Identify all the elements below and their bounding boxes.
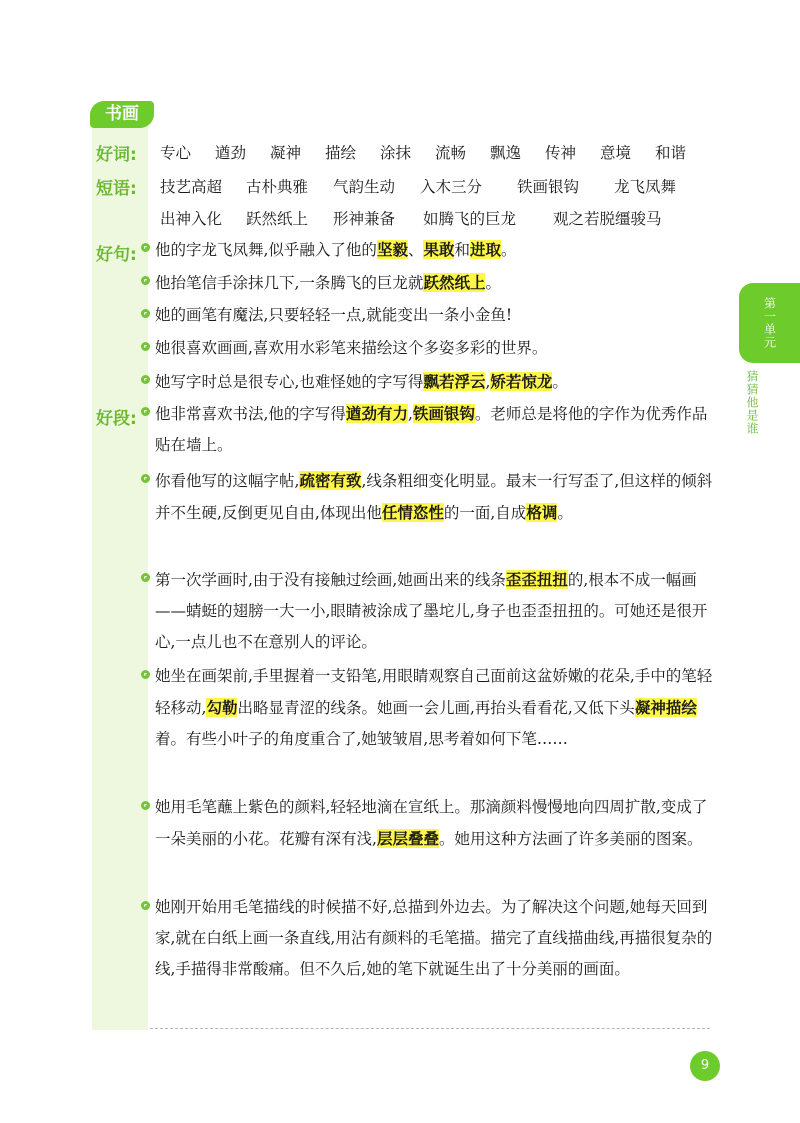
topic-tag: 书画: [90, 101, 154, 128]
highlight: 格调: [526, 503, 558, 522]
highlight: 果敢: [423, 240, 455, 259]
phrase: 形神兼备: [333, 210, 396, 228]
haoci-label: 好词:: [96, 145, 137, 165]
phrase: 跃然纸上: [246, 210, 309, 228]
highlight: 跃然纸上: [423, 273, 486, 292]
word: 遒劲: [215, 144, 247, 162]
paragraph-1: 他非常喜欢书法,他的字写得遒劲有力,铁画银钩。老师总是将他的字作为优秀作品贴在墙上。: [155, 398, 715, 461]
word: 流畅: [435, 144, 467, 162]
highlight: 疏密有致: [299, 471, 362, 490]
bullet-icon: [141, 407, 150, 416]
bullet-icon: [141, 375, 150, 384]
highlight: 铁画银钩: [412, 404, 475, 423]
unit-tab: [739, 283, 800, 363]
bullet-icon: [141, 243, 150, 252]
highlight: 凝神描绘: [634, 698, 697, 717]
duanyu-label: 短语:: [96, 179, 137, 199]
highlight: 进取: [470, 240, 502, 259]
phrase: 技艺高超: [160, 178, 223, 196]
word: 凝神: [270, 144, 302, 162]
paragraph-6: 她刚开始用毛笔描线的时候描不好,总描到外边去。为了解决这个问题,她每天回到家,就在白纸上画一条直线,用沾有颜料的毛笔描。描完了直线描曲线,再描很复杂的线,手描得非常酸痛。但不久后,她的笔下就诞生出了十分美丽的画面。: [155, 892, 715, 985]
highlight: 歪歪扭扭: [505, 570, 568, 589]
highlight: 勾勒: [206, 698, 238, 717]
sentence-4: 她很喜欢画画,喜欢用水彩笔来描绘这个多姿多彩的世界。: [155, 333, 715, 364]
page-number: 9: [690, 1051, 720, 1081]
haoduan-label: 好段:: [96, 409, 137, 429]
sentence-1: 他的字龙飞凤舞,似乎融入了他的坚毅、果敢和进取。: [155, 234, 715, 266]
duanyu-line2: [160, 207, 703, 229]
sentence-5: 她写字时总是很专心,也难怪她的字写得飘若浮云,矫若惊龙。: [155, 366, 715, 398]
highlight: 层层叠叠: [376, 829, 439, 848]
sentence-3: 她的画笔有魔法,只要轻轻一点,就能变出一条小金鱼!: [155, 300, 715, 331]
bottom-divider: [150, 1028, 710, 1029]
phrase: 铁画银钩: [517, 178, 580, 196]
word: 飘逸: [490, 144, 522, 162]
unit-subtitle: 猜猜他是谁: [745, 370, 759, 435]
phrase: 出神入化: [160, 210, 223, 228]
word: 意境: [600, 144, 632, 162]
word: 描绘: [325, 144, 357, 162]
bullet-icon: [141, 573, 150, 582]
word: 专心: [160, 144, 192, 162]
paragraph-2: 你看他写的这幅字帖,疏密有致,线条粗细变化明显。最末一行写歪了,但这样的倾斜并不生硬,反倒更见自由,体现出他任情恣性的一面,自成格调。: [155, 465, 715, 529]
paragraph-5: 她用毛笔蘸上紫色的颜料,轻轻地滴在宣纸上。那滴颜料慢慢地向四周扩散,变成了一朵美丽的小花。花瓣有深有浅,层层叠叠。她用这种方法画了许多美丽的图案。: [155, 792, 715, 855]
phrase: 入木三分: [420, 178, 483, 196]
word: 和谐: [655, 144, 687, 162]
sentence-2: 他抬笔信手涂抹几下,一条腾飞的巨龙就跃然纸上。: [155, 267, 715, 299]
paragraph-3: 第一次学画时,由于没有接触过绘画,她画出来的线条歪歪扭扭的,根本不成一幅画——蜻蜓的翅膀一大一小,眼睛被涂成了墨坨儿,身子也歪歪扭扭的。可她还是很开心,一点儿也不在意别人的评论。: [155, 564, 715, 658]
bullet-icon: [141, 276, 150, 285]
highlight: 坚毅: [376, 240, 408, 259]
phrase: 观之若脱缰骏马: [553, 210, 662, 228]
bullet-icon: [141, 474, 150, 483]
highlight: 矫若惊龙: [490, 372, 553, 391]
word: 传神: [545, 144, 577, 162]
phrase: 气韵生动: [333, 178, 396, 196]
unit-label: 第一单元: [762, 297, 777, 349]
phrase: 古朴典雅: [246, 178, 309, 196]
bullet-icon: [141, 309, 150, 318]
paragraph-4: 她坐在画架前,手里握着一支铅笔,用眼睛观察自己面前这盆娇嫩的花朵,手中的笔轻轻移动,勾勒出略显青涩的线条。她画一会儿画,再抬头看看花,又低下头凝神描绘着。有些小叶子的角度重合了,她皱皱眉,思考着如何下笔……: [155, 661, 715, 755]
bullet-icon: [141, 801, 150, 810]
haoci-words: [160, 141, 710, 163]
phrase: 龙飞凤舞: [614, 178, 677, 196]
duanyu-line1: [160, 175, 704, 197]
bullet-icon: [141, 670, 150, 679]
phrase: 如腾飞的巨龙: [423, 210, 517, 228]
bullet-icon: [141, 901, 150, 910]
highlight: 飘若浮云: [423, 372, 486, 391]
highlight: 遒劲有力: [345, 404, 408, 423]
word: 涂抹: [380, 144, 412, 162]
highlight: 任情恣性: [381, 503, 444, 522]
bullet-icon: [141, 342, 150, 351]
haoju-label: 好句:: [96, 245, 137, 265]
